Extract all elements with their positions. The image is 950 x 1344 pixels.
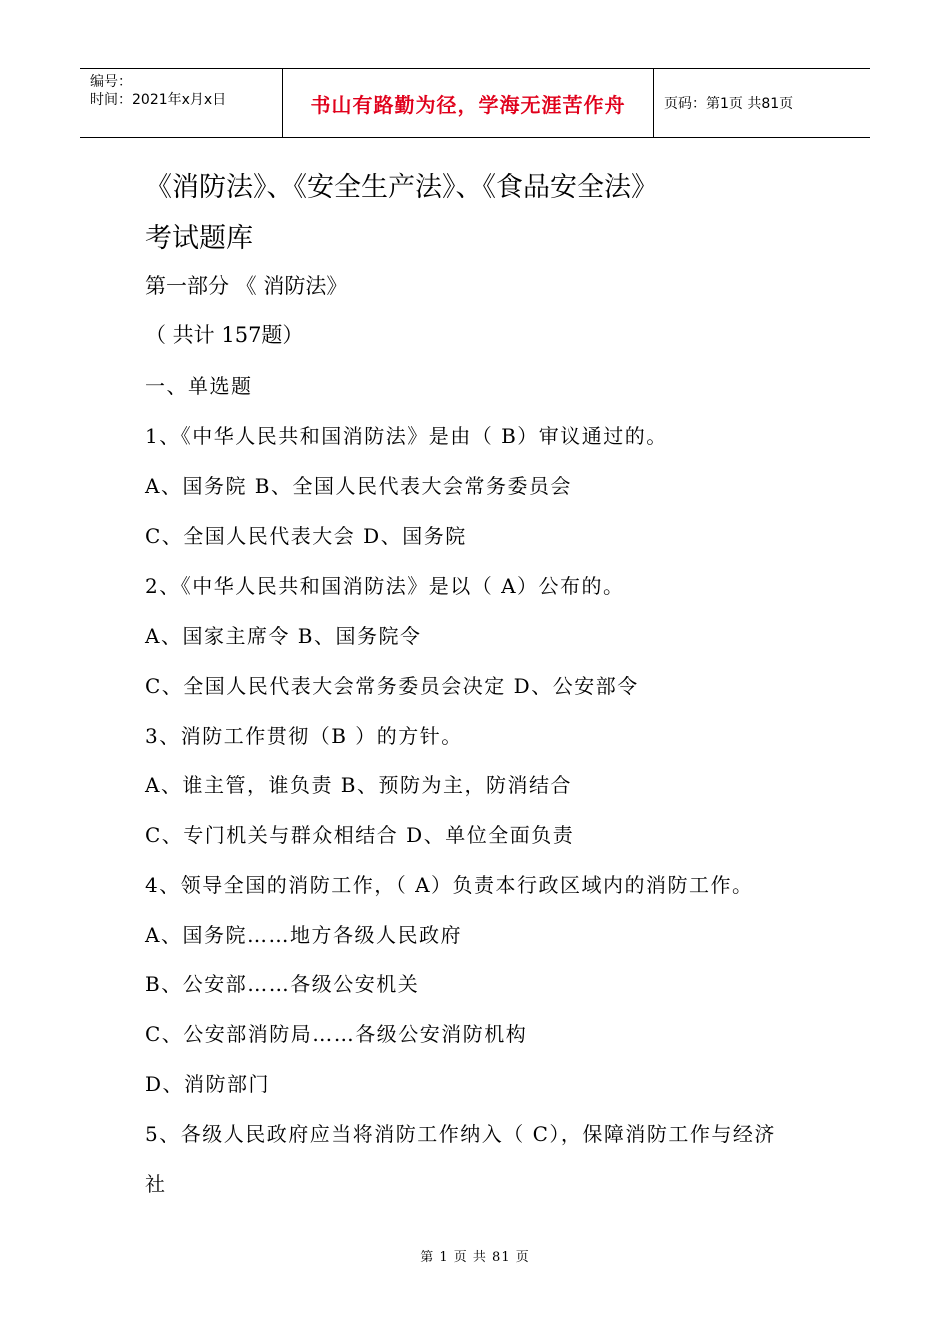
option-line: A、国家主席令 B、国务院令 bbox=[145, 624, 422, 648]
page-footer: 第 1 页 共 81 页 bbox=[420, 1250, 530, 1265]
header-motto: 书山有路勤为径，学海无涯苦作舟 bbox=[310, 92, 626, 117]
option-line: A、国务院 B、全国人民代表大会常务委员会 bbox=[145, 474, 572, 498]
header-motto-cell bbox=[282, 69, 654, 137]
document-date: 时间：2021年x月x日 bbox=[90, 92, 227, 108]
option-line: C、专门机关与群众相结合 D、单位全面负责 bbox=[145, 823, 575, 847]
page-header bbox=[80, 68, 870, 138]
document-number-label: 编号： bbox=[90, 74, 132, 90]
question-count: （ 共计 157题） bbox=[145, 323, 304, 347]
question-line: 2、《中华人民共和国消防法》是以（ A）公布的。 bbox=[145, 574, 625, 598]
option-line: C、全国人民代表大会 D、国务院 bbox=[145, 524, 467, 548]
question-line-continued: 社 bbox=[145, 1172, 167, 1196]
option-line: A、国务院……地方各级人民政府 bbox=[145, 923, 462, 947]
option-line: D、消防部门 bbox=[145, 1072, 271, 1096]
question-line: 1、《中华人民共和国消防法》是由（ B）审议通过的。 bbox=[145, 424, 668, 448]
option-line: B、公安部……各级公安机关 bbox=[145, 972, 420, 996]
question-line: 3、消防工作贯彻（B ）的方针。 bbox=[145, 724, 463, 748]
part-heading: 第一部分 《 消防法》 bbox=[145, 274, 348, 298]
document-subtitle: 考试题库 bbox=[145, 223, 253, 254]
question-type-heading: 一、单选题 bbox=[145, 374, 253, 398]
option-line: A、谁主管，谁负责 B、预防为主，防消结合 bbox=[145, 773, 572, 797]
header-page-code: 页码：第1页 共81页 bbox=[664, 96, 794, 112]
header-meta bbox=[80, 69, 282, 137]
question-line: 5、各级人民政府应当将消防工作纳入（ C），保障消防工作与经济 bbox=[145, 1122, 776, 1146]
header-page-cell bbox=[654, 69, 870, 137]
document-title: 《消防法》、《安全生产法》、《食品安全法》 bbox=[145, 172, 658, 203]
question-line: 4、领导全国的消防工作，（ A）负责本行政区域内的消防工作。 bbox=[145, 873, 754, 897]
option-line: C、公安部消防局……各级公安消防机构 bbox=[145, 1022, 528, 1046]
option-line: C、全国人民代表大会常务委员会决定 D、公安部令 bbox=[145, 674, 639, 698]
